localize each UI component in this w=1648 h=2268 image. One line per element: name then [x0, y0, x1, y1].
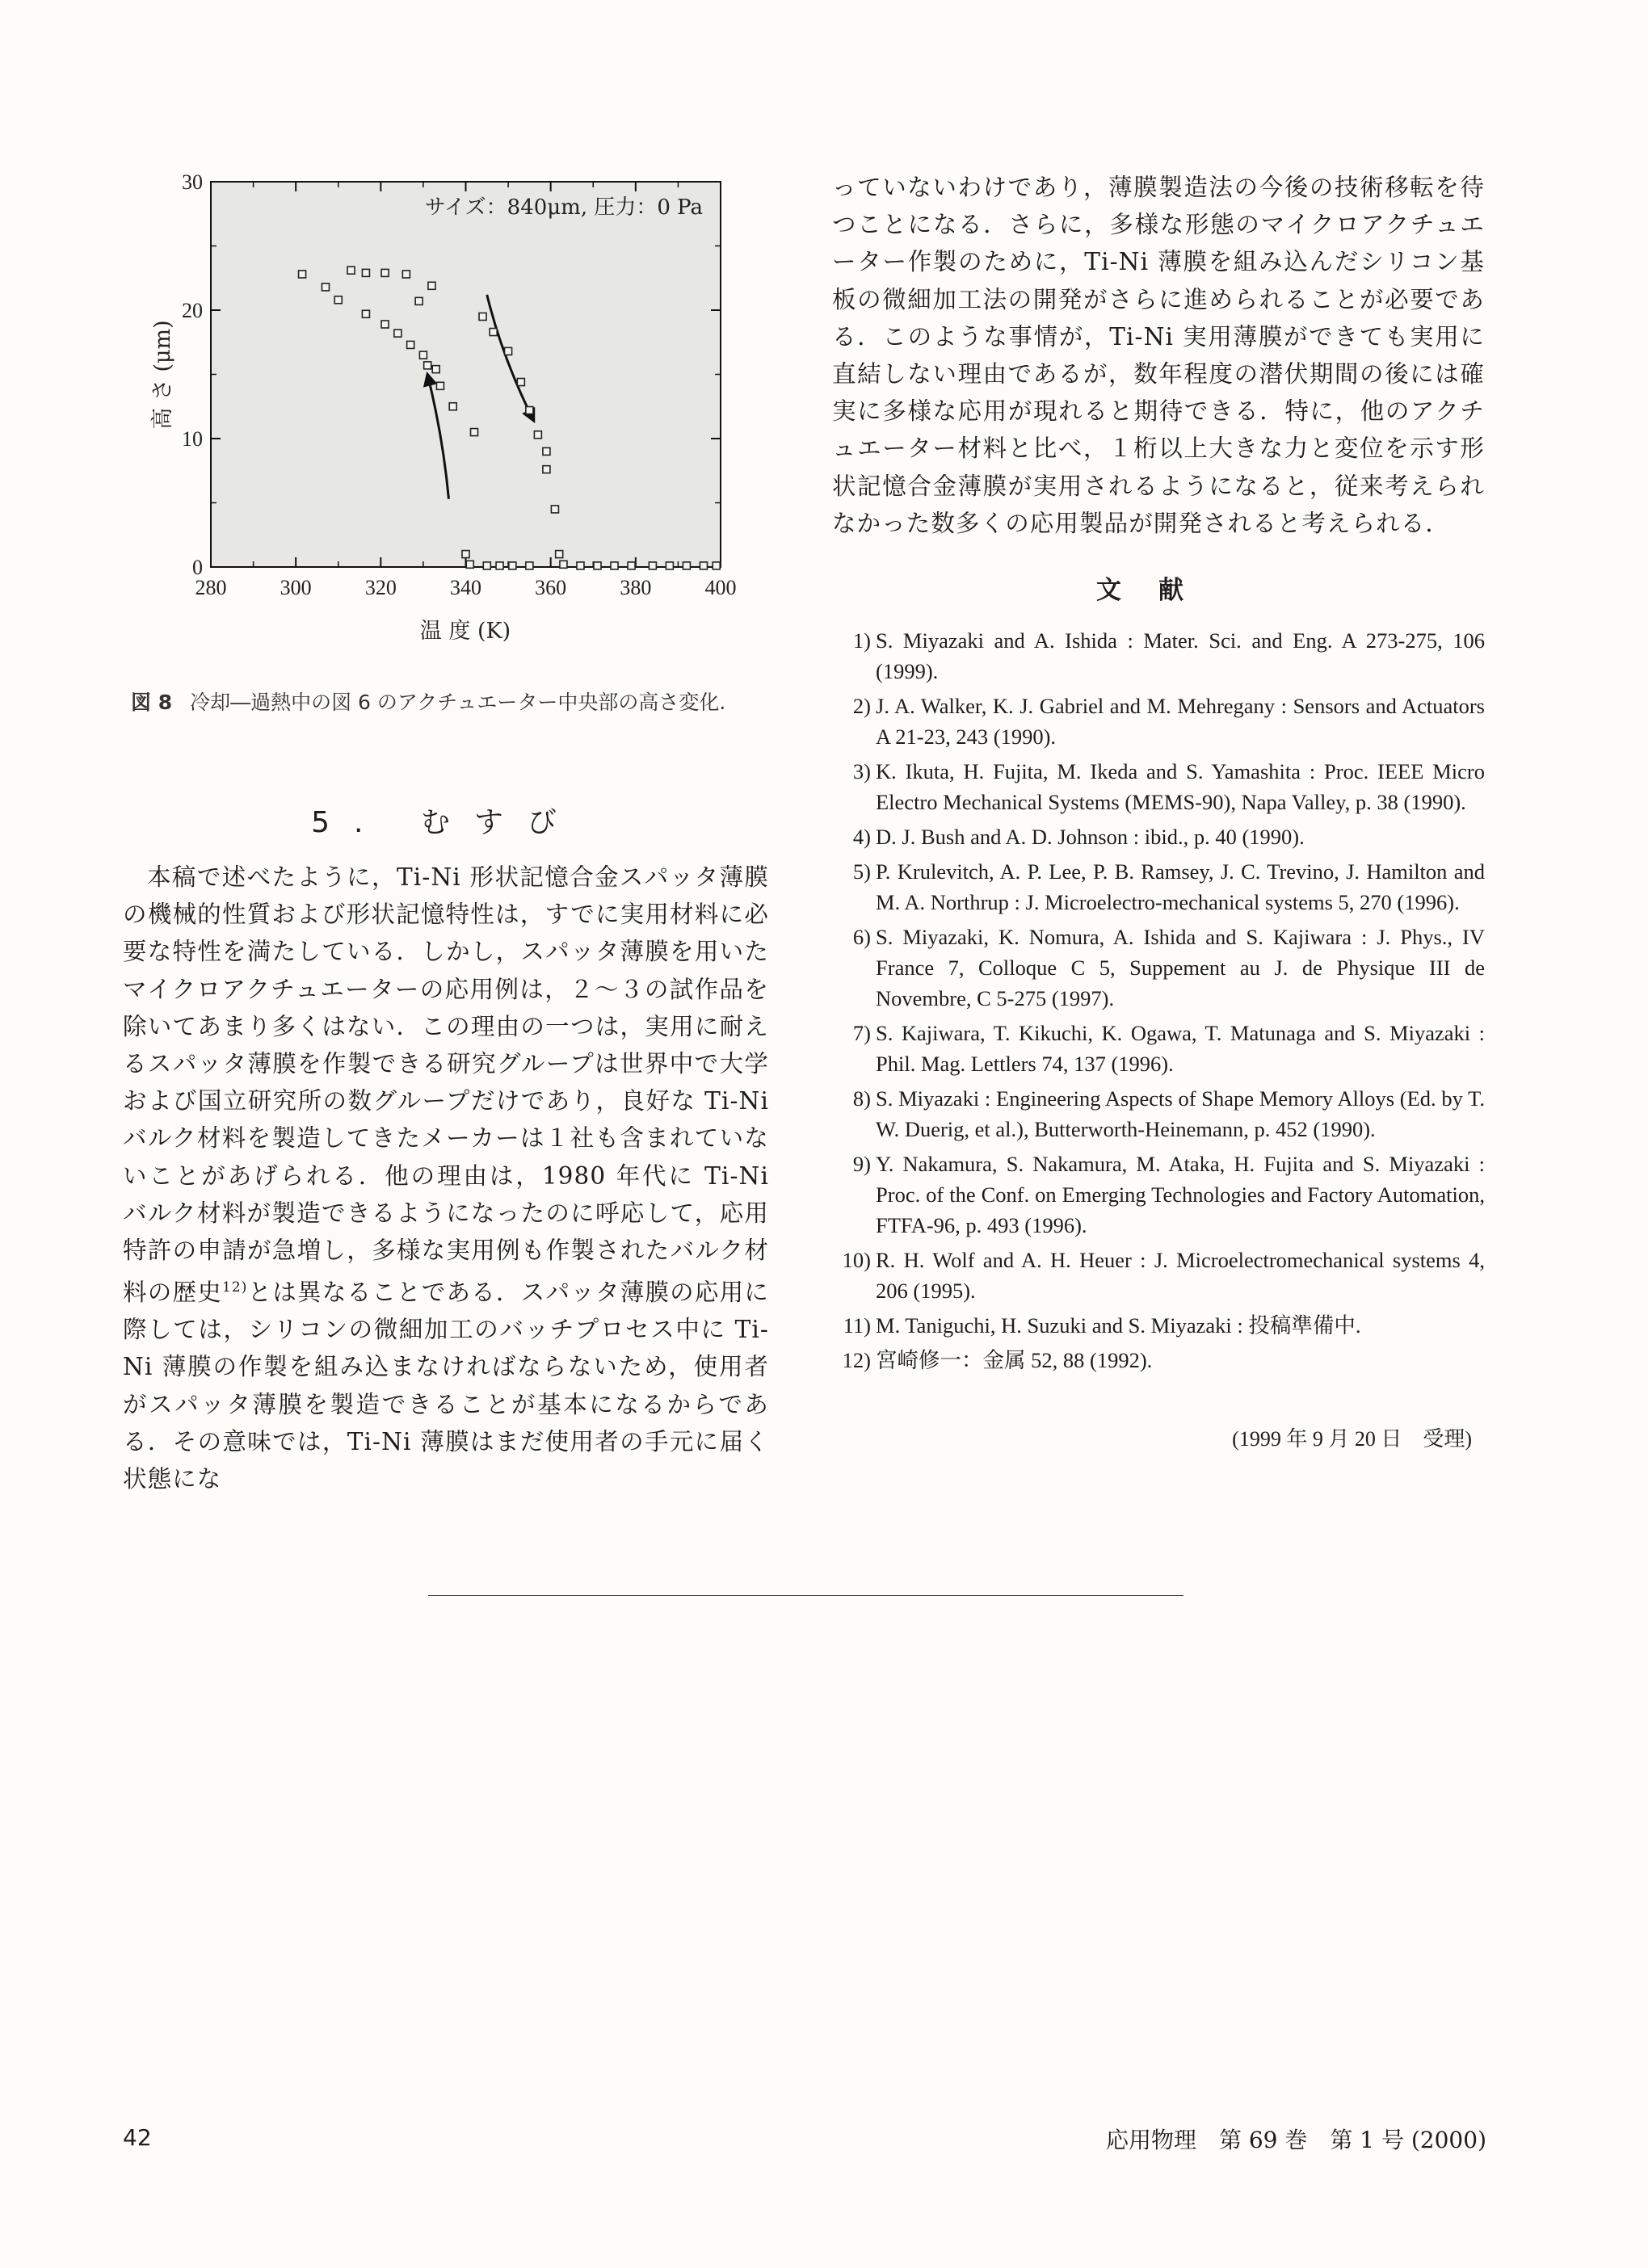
x-tick-label: 380 [620, 576, 652, 599]
data-point [509, 562, 516, 569]
data-point [543, 447, 550, 455]
reference-number: 8) [852, 1086, 871, 1111]
data-point [517, 379, 524, 386]
data-point [594, 562, 601, 569]
figure-caption-text: 冷却―過熱中の図 6 のアクチュエーター中央部の高さ変化. [190, 691, 726, 714]
y-tick-label: 10 [182, 427, 203, 451]
reference-text: D. J. Bush and A. D. Johnson : ibid., p. 40 (1990). [876, 825, 1305, 849]
reference-number: 2) [852, 694, 871, 718]
reference-text: R. H. Wolf and A. H. Heuer : J. Microelectromechanical systems 4, 206 (1995). [876, 1248, 1485, 1303]
figure-number: 図 8 [131, 691, 173, 714]
section-heading: 5. むすび [311, 806, 581, 839]
data-point [560, 561, 567, 568]
reference-item [832, 1310, 1485, 1341]
references-heading: 文献 [1096, 576, 1221, 605]
reference-list [832, 625, 1485, 1380]
data-point [362, 310, 369, 317]
reference-text: M. Taniguchi, H. Suzuki and S. Miyazaki : 投稿準備中. [876, 1313, 1361, 1338]
figure-8 [137, 162, 751, 662]
reference-number: 12) [842, 1348, 871, 1372]
data-point [466, 561, 473, 568]
y-tick-label: 20 [182, 299, 203, 322]
reference-text: S. Miyazaki : Engineering Aspects of Shape Memory Alloys (Ed. by T. W. Duerig, et al.), Butterworth-Heinemann, p. 452 (1990). [876, 1086, 1485, 1141]
data-point [449, 403, 456, 410]
data-point [496, 562, 503, 569]
reference-text: P. Krulevitch, A. P. Lee, P. B. Ramsey, J. C. Trevino, J. Hamilton and M. A. Northrup : J. Microelectro-mechanical systems 5, 270 (1996). [876, 859, 1485, 914]
data-point [407, 341, 414, 348]
reference-text: J. A. Walker, K. J. Gabriel and M. Mehregany : Sensors and Actuators A 21-23, 243 (1990). [876, 694, 1485, 749]
reference-item [832, 1083, 1485, 1144]
reference-number: 9) [852, 1152, 871, 1176]
data-point [551, 506, 558, 513]
reference-number: 10) [842, 1248, 871, 1272]
data-point [436, 382, 444, 389]
data-point [419, 351, 427, 359]
data-point [381, 269, 389, 276]
reference-text: Y. Nakamura, S. Nakamura, M. Ataka, H. Fujita and S. Miyazaki : Proc. of the Conf. on Emerging Technologies and Factory Automation, FTFA-96, p. 493 (1996). [876, 1152, 1485, 1237]
data-point [432, 366, 439, 373]
y-axis-title: 高 さ (μm) [150, 320, 175, 430]
data-point [462, 551, 469, 558]
plot-area [211, 182, 721, 567]
reference-number: 3) [852, 759, 871, 783]
x-tick-label: 340 [450, 576, 481, 599]
body-text-left-main: 本稿で述べたように，Ti-Ni 形状記憶合金スパッタ薄膜の機械的性質および形状記憶特性は，すでに実用材料に必要な特性を満たしている．しかし，スパッタ薄膜を用いたマイクロアクチュエーターの応用例は，２～３の試作品を除いてあまり多くはない．この理由の一つは，実用に耐えるスパッタ薄膜を作製できる研究グループは世界中で大学および国立研究所の数グループだけであり，良好な Ti-Ni バルク材料を製造してきたメーカーは１社も含まれていないことがあげられる．他の理由は，1980 年代に Ti-Ni バルク材料が製造できるようになったのに呼応して，応用特許の申請が急増し，多様な実用例も作製されたバルク材料の歴史 [123, 863, 769, 1307]
y-tick-label: 0 [192, 556, 203, 579]
y-tick-label: 30 [182, 170, 203, 194]
divider-line [428, 1595, 1183, 1596]
data-point [713, 562, 720, 569]
journal-info: 応用物理 第 69 巻 第 1 号 (2000) [1105, 2127, 1486, 2153]
data-point [471, 429, 478, 436]
body-text-left-tail: とは異なることである．スパッタ薄膜の応用に際しては，シリコンの微細加工のバッチプロセス中に Ti-Ni 薄膜の作製を組み込まなければならないため，使用者がスパッタ薄膜を製造できることが基本になるからである．その意味では，Ti-Ni 薄膜はまだ使用者の手元に届く状態にな [123, 1279, 769, 1493]
height-vs-temperature-chart [137, 162, 751, 662]
data-point [490, 329, 497, 336]
reference-item [832, 922, 1485, 1014]
reference-text: K. Ikuta, H. Fujita, M. Ikeda and S. Yamashita : Proc. IEEE Micro Electro Mechanical Systems (MEMS-90), Napa Valley, p. 38 (1990). [876, 759, 1485, 814]
reference-item [832, 756, 1485, 817]
figure-caption [131, 687, 777, 716]
page-number: 42 [123, 2124, 152, 2151]
reference-item [832, 821, 1485, 852]
reference-number: 11) [843, 1313, 871, 1338]
reference-number: 5) [852, 859, 871, 884]
data-point [402, 271, 410, 278]
data-point [628, 562, 635, 569]
data-point [334, 296, 342, 304]
reference-number: 1) [852, 628, 871, 653]
x-tick-label: 280 [195, 576, 227, 599]
reference-text: S. Miyazaki, K. Nomura, A. Ishida and S. Kajiwara : J. Phys., IV France 7, Colloque C 5, Suppement au J. de Physique III de Novembre, C 5-275 (1997). [876, 925, 1485, 1010]
data-point [556, 551, 563, 558]
data-point [479, 313, 486, 320]
data-point [505, 347, 512, 355]
body-text-left [123, 859, 769, 1497]
data-point [424, 362, 431, 369]
data-point [483, 562, 490, 569]
data-point [526, 562, 533, 569]
data-point [577, 562, 584, 569]
x-tick-label: 360 [535, 576, 567, 599]
data-point [683, 562, 690, 569]
data-point [381, 321, 389, 328]
data-point [394, 330, 401, 337]
reference-text: 宮崎修一：金属 52, 88 (1992). [876, 1348, 1153, 1372]
data-point [649, 562, 656, 569]
x-axis-title: 温 度 (K) [419, 619, 511, 644]
reference-item [832, 691, 1485, 752]
x-tick-label: 320 [364, 576, 397, 599]
data-point [666, 562, 673, 569]
reference-number: 6) [852, 925, 871, 949]
data-point [362, 269, 369, 276]
reference-item [832, 1245, 1485, 1306]
body-text-right: っていないわけであり，薄膜製造法の今後の技術移転を待つことになる．さらに，多様な形態のマイクロアクチュエーター作製のために，Ti-Ni 薄膜を組み込んだシリコン基板の微細加工法の開発がさらに進められることが必要である．このような事情が，Ti-Ni 実用薄膜ができても実用に直結しない理由であるが，数年程度の潜伏期間の後には確実に多様な応用が現れると期待できる．特に，他のアクチュエーター材料と比べ，１桁以上大きな力と変位を示す形状記憶合金薄膜が実用されるようになると，従来考えられなかった数多くの応用製品が開発されると考えられる． [832, 174, 1485, 537]
reference-text: S. Miyazaki and A. Ishida : Mater. Sci. and Eng. A 273-275, 106 (1999). [876, 628, 1485, 683]
reference-item [832, 625, 1485, 687]
data-point [534, 431, 541, 439]
data-point [543, 466, 550, 473]
reference-item [832, 1345, 1485, 1376]
reference-number: 4) [852, 825, 871, 849]
x-tick-label: 300 [280, 576, 312, 599]
reference-text: S. Kajiwara, T. Kikuchi, K. Ogawa, T. Matunaga and S. Miyazaki : Phil. Mag. Lettlers 74, 137 (1996). [876, 1021, 1485, 1076]
data-point [299, 271, 306, 278]
chart-annotation: サイズ：840μm, 圧力：0 Pa [424, 195, 703, 220]
reference-item [832, 1149, 1485, 1241]
data-point [526, 407, 533, 414]
reference-item [832, 856, 1485, 918]
reference-number: 7) [852, 1021, 871, 1045]
data-point [415, 297, 423, 304]
citation-12: 12) [221, 1279, 248, 1296]
data-point [611, 562, 618, 569]
data-point [428, 282, 435, 289]
x-tick-label: 400 [704, 576, 737, 599]
data-point [700, 562, 707, 569]
received-date: (1999 年 9 月 20 日 受理) [1232, 1427, 1472, 1451]
data-point [322, 284, 329, 291]
data-point [347, 267, 355, 274]
reference-item [832, 1018, 1485, 1079]
